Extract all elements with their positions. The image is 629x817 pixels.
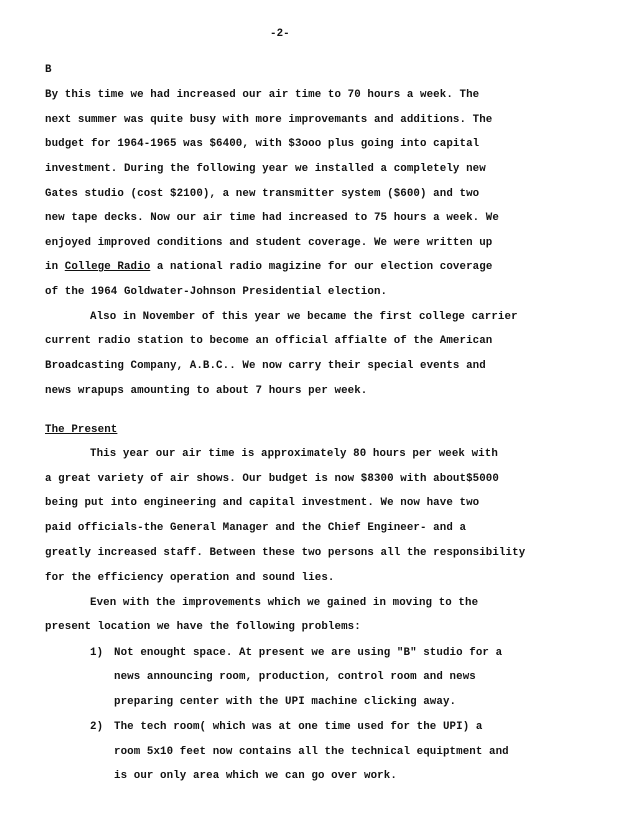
- paragraph-line: budget for 1964-1965 was $6400, with $3ooo plus going into capital: [45, 138, 480, 150]
- section-marker: B: [45, 64, 52, 76]
- list-item-line: Not enought space. At present we are using "B" studio for a: [114, 647, 503, 659]
- list-item-line: preparing center with the UPI machine clicking away.: [114, 696, 457, 708]
- paragraph-line: Also in November of this year we became the first college carrier: [90, 311, 518, 323]
- paragraph-line: a great variety of air shows. Our budget is now $8300 with about$5000: [45, 473, 499, 485]
- line-prefix: in: [45, 261, 65, 273]
- paragraph-line: By this time we had increased our air time to 70 hours a week. The: [45, 89, 480, 101]
- paragraph-line: current radio station to become an official affialte of the American: [45, 335, 493, 347]
- list-item-line: The tech room( which was at one time used for the UPI) a: [114, 721, 483, 733]
- paragraph-line: next summer was quite busy with more improvemants and additions. The: [45, 114, 493, 126]
- magazine-title: College Radio: [64, 261, 151, 273]
- paragraph-line: greatly increased staff. Between these two persons all the responsibility: [45, 547, 526, 559]
- section-heading: The Present: [45, 424, 118, 436]
- paragraph-line: Broadcasting Company, A.B.C.. We now carry their special events and: [45, 360, 486, 372]
- paragraph-line: paid officials-the General Manager and the Chief Engineer- and a: [45, 522, 467, 534]
- list-item-line: news announcing room, production, control room and news: [114, 671, 476, 683]
- paragraph-line: [45, 261, 492, 273]
- paragraph-line: being put into engineering and capital investment. We now have two: [45, 497, 480, 509]
- list-item-number: 1): [90, 647, 104, 659]
- line-suffix: a national radio magizine for our election coverage: [150, 261, 493, 273]
- paragraph-line: This year our air time is approximately 80 hours per week with: [90, 448, 498, 460]
- paragraph-line: enjoyed improved conditions and student coverage. We were written up: [45, 237, 493, 249]
- page-number: -2-: [270, 28, 290, 40]
- paragraph-line: present location we have the following problems:: [45, 621, 361, 633]
- paragraph-line: investment. During the following year we installed a completely new: [45, 163, 486, 175]
- paragraph-line: Even with the improvements which we gained in moving to the: [90, 597, 479, 609]
- paragraph-line: Gates studio (cost $2100), a new transmitter system ($600) and two: [45, 188, 480, 200]
- paragraph-line: of the 1964 Goldwater-Johnson Presidential election.: [45, 286, 388, 298]
- paragraph-line: new tape decks. Now our air time had increased to 75 hours a week. We: [45, 212, 499, 224]
- paragraph-line: for the efficiency operation and sound lies.: [45, 572, 335, 584]
- list-item-number: 2): [90, 721, 104, 733]
- list-item-line: room 5x10 feet now contains all the technical equiptment and: [114, 746, 509, 758]
- paragraph-line: news wrapups amounting to about 7 hours per week.: [45, 385, 368, 397]
- list-item-line: is our only area which we can go over work.: [114, 770, 397, 782]
